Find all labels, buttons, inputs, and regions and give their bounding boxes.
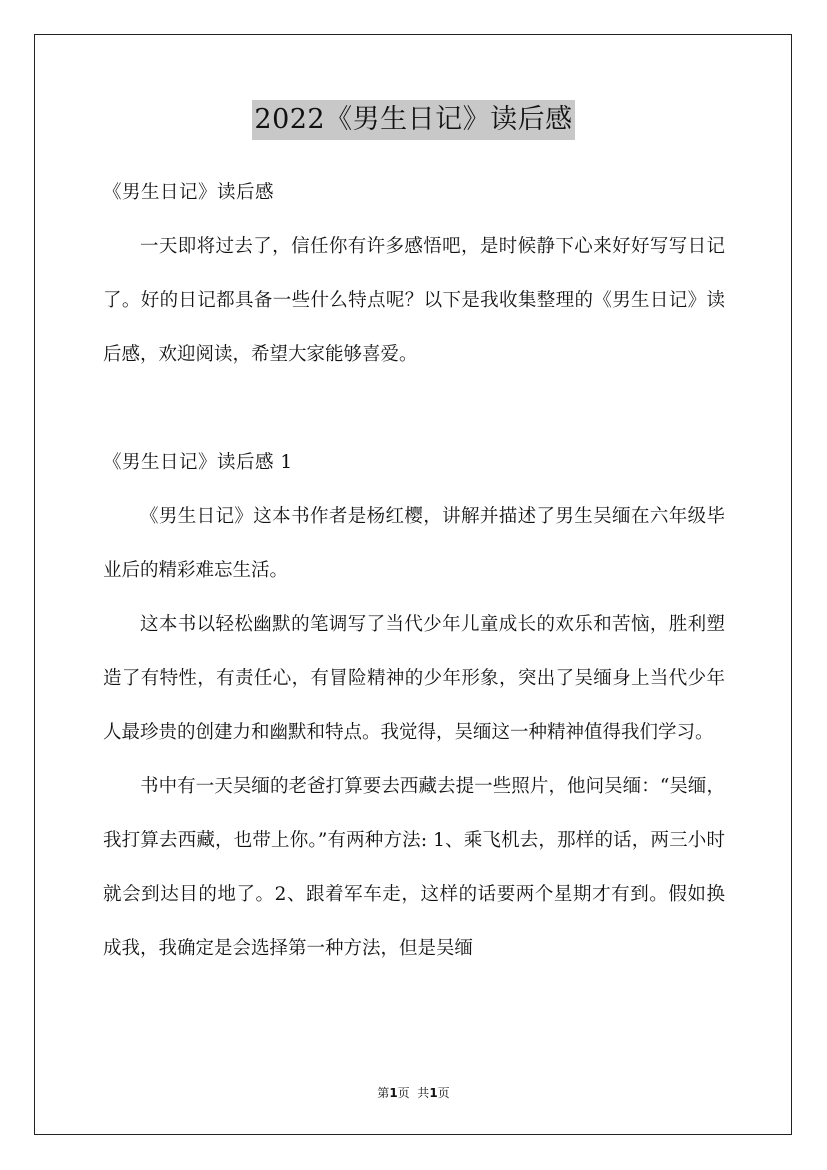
title-container [0, 100, 827, 140]
section1-paragraph-3: 书中有一天吴缅的老爸打算要去西藏去提一些照片，他问吴缅：“吴缅，我打算去西藏，也带上你。”有两种方法: 1、乘飞机去，那样的话，两三小时就会到达目的地了。2、跟着军车走，这样的话要两个星期才有到。假如换成我，我确定是会选择第一种方法，但是吴缅 [103, 776, 725, 959]
intro-paragraph: 一天即将过去了，信任你有许多感悟吧，是时候静下心来好好写写日记了。好的日记都具备一些什么特点呢？以下是我收集整理的《男生日记》读后感，欢迎阅读，希望大家能够喜爱。 [103, 236, 725, 365]
section1-paragraph-2: 这本书以轻松幽默的笔调写了当代少年儿童成长的欢乐和苦恼，胜利塑造了有特性，有责任心，有冒险精神的少年形象，突出了吴缅身上当代少年人最珍贵的创建力和幽默和特点。我觉得，吴缅这一种精神值得我们学习。 [103, 614, 725, 743]
intro-heading: 《男生日记》读后感 [103, 182, 275, 203]
paragraph-gap [103, 382, 725, 436]
footer-page-prefix: 第 [377, 1086, 390, 1100]
footer-page-suffix: 页 [437, 1086, 450, 1100]
footer-page-mid: 页 共 [397, 1086, 430, 1100]
section1-paragraph-1: 《男生日记》这本书作者是杨红樱，讲解并描述了男生吴缅在六年级毕业后的精彩难忘生活。 [103, 506, 725, 581]
document-body [103, 166, 725, 976]
page-footer [0, 1084, 827, 1102]
footer-page-current: 1 [389, 1086, 398, 1100]
footer-page-total: 1 [429, 1086, 438, 1100]
section1-heading: 《男生日记》读后感 1 [103, 452, 293, 473]
document-title: 2022《男生日记》读后感 [252, 100, 574, 140]
